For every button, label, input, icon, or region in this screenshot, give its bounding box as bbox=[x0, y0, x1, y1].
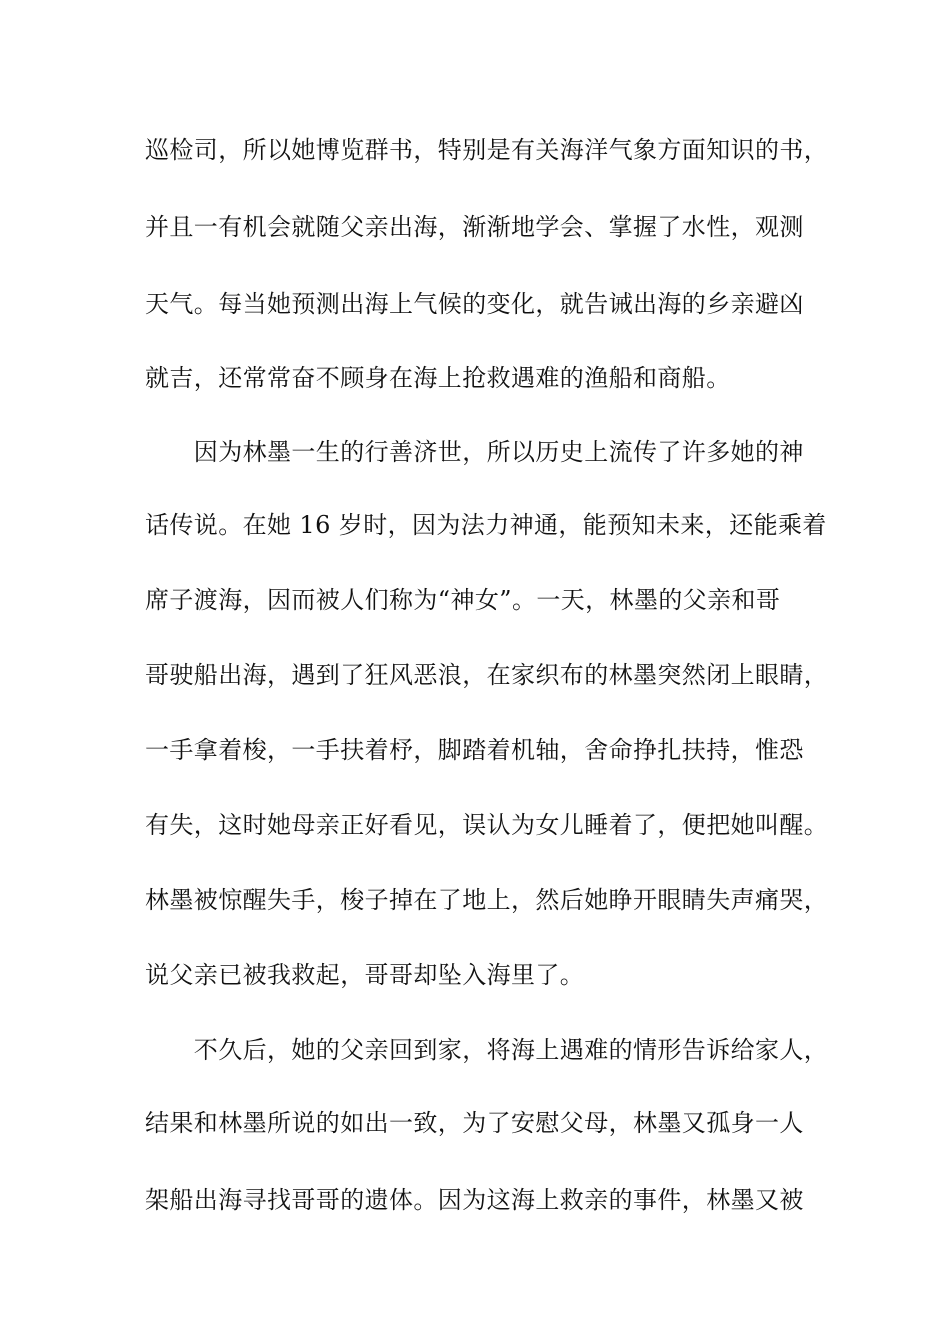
text-line: 林墨被惊醒失手，梭子掉在了地上，然后她睁开眼睛失声痛哭， bbox=[145, 886, 829, 914]
text-line: 结果和林墨所说的如出一致，为了安慰父母，林墨又孤身一人 bbox=[145, 1109, 804, 1137]
text-line: 巡检司，所以她博览群书，特别是有关海洋气象方面知识的书， bbox=[145, 136, 829, 164]
text-line: 说父亲已被我救起，哥哥却坠入海里了。 bbox=[145, 961, 585, 989]
text-line: 架船出海寻找哥哥的遗体。因为这海上救亲的事件，林墨又被 bbox=[145, 1186, 804, 1214]
text-line: 话传说。在她 16 岁时，因为法力神通，能预知未来，还能乘着 bbox=[145, 511, 827, 539]
text-line: 席子渡海，因而被人们称为“神女”。一天，林墨的父亲和哥 bbox=[145, 586, 781, 614]
text-line: 哥驶船出海，遇到了狂风恶浪，在家织布的林墨突然闭上眼睛， bbox=[145, 661, 829, 689]
text-line: 因为林墨一生的行善济世，所以历史上流传了许多她的神 bbox=[145, 438, 804, 466]
text-line: 不久后，她的父亲回到家，将海上遇难的情形告诉给家人， bbox=[145, 1036, 829, 1064]
text-line: 有失，这时她母亲正好看见，误认为女儿睡着了，便把她叫醒。 bbox=[145, 811, 829, 839]
text-line: 就吉，还常常奋不顾身在海上抢救遇难的渔船和商船。 bbox=[145, 364, 731, 392]
text-line: 天气。每当她预测出海上气候的变化，就告诫出海的乡亲避凶 bbox=[145, 290, 804, 318]
text-line: 一手拿着梭，一手扶着杼，脚踏着机轴，舍命挣扎扶持，惟恐 bbox=[145, 736, 804, 764]
text-line: 并且一有机会就随父亲出海，渐渐地学会、掌握了水性，观测 bbox=[145, 213, 804, 241]
